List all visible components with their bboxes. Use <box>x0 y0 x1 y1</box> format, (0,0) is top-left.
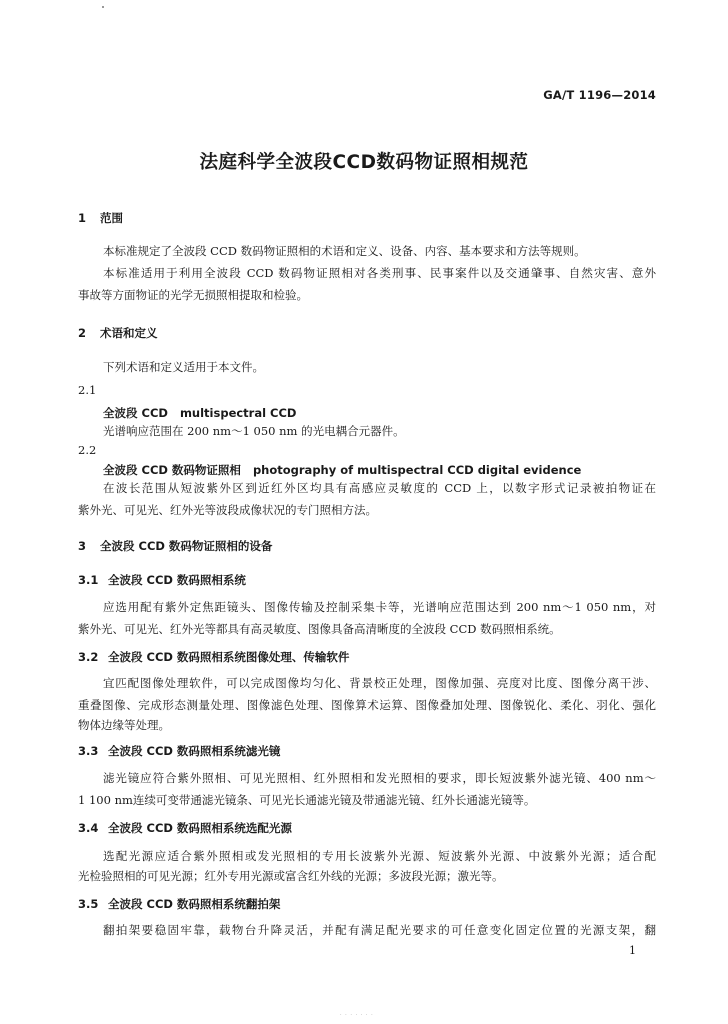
paragraph: 物体边缘等处理。 <box>78 718 170 732</box>
subsection-number: 3.2 <box>78 650 99 664</box>
term-number: 2.1 <box>78 383 97 397</box>
scan-footer-mark: · · · · · · · <box>340 1012 374 1018</box>
paragraph: 紫外光、可见光、红外光等都具有高灵敏度、图像具备高清晰度的全波段 CCD 数码照相系统。 <box>78 622 561 636</box>
paragraph: 滤光镜应符合紫外照相、可见光照相、红外照相和发光照相的要求，即长短波紫外滤光镜、400 nm～ <box>103 771 656 785</box>
page-number: 1 <box>629 944 636 957</box>
subsection-number: 3.4 <box>78 821 99 835</box>
subsection-3-3-heading <box>78 743 280 759</box>
term-entry <box>103 462 581 478</box>
section-number: 2 <box>78 326 87 340</box>
subsection-number: 3.1 <box>78 573 99 587</box>
paragraph: 翻拍架要稳固牢靠，载物台升降灵活，并配有满足配光要求的可任意变化固定位置的光源支架，翻 <box>103 923 656 937</box>
section-title: 全波段 CCD 数码物证照相的设备 <box>100 539 273 553</box>
document-title: 法庭科学全波段CCD数码物证照相规范 <box>199 152 529 173</box>
subsection-3-5-heading <box>78 896 280 912</box>
paragraph: 选配光源应适合紫外照相或发光照相的专用长波紫外光源、短波紫外光源、中波紫外光源；适合配 <box>103 849 656 863</box>
term-definition: 光谱响应范围在 200 nm～1 050 nm 的光电耦合元器件。 <box>103 424 405 438</box>
paragraph: 重叠图像、完成形态测量处理、图像滤色处理、图像算术运算、图像叠加处理、图像锐化、柔化、羽化、强化 <box>78 698 656 712</box>
standard-code: GA/T 1196—2014 <box>543 88 656 102</box>
term-english: photography of multispectral CCD digital evidence <box>252 463 582 477</box>
subsection-number: 3.5 <box>78 897 99 911</box>
paragraph: 事故等方面物证的光学无损照相提取和检验。 <box>78 288 308 302</box>
section-1-heading <box>78 210 123 226</box>
paragraph: 宜匹配图像处理软件，可以完成图像均匀化、背景校正处理，图像加强、亮度对比度、图像分离干涉、 <box>103 676 656 690</box>
subsection-number: 3.3 <box>78 744 99 758</box>
scan-speck <box>102 6 104 8</box>
term-definition: 紫外光、可见光、红外光等波段成像状况的专门照相方法。 <box>78 503 377 517</box>
subsection-title: 全波段 CCD 数码照相系统图像处理、传输软件 <box>108 650 350 664</box>
section-number: 3 <box>78 539 87 553</box>
subsection-3-1-heading <box>78 572 246 588</box>
section-title: 范围 <box>100 211 123 225</box>
paragraph: 本标准适用于利用全波段 CCD 数码物证照相对各类刑事、民事案件以及交通肇事、自然灾害、意外 <box>103 266 656 280</box>
subsection-title: 全波段 CCD 数码照相系统翻拍架 <box>108 897 281 911</box>
paragraph: 光检验照相的可见光源；红外专用光源或富含红外线的光源；多波段光源；激光等。 <box>78 869 504 883</box>
term-english: multispectral CCD <box>179 406 297 420</box>
section-3-heading <box>78 538 272 554</box>
paragraph: 下列术语和定义适用于本文件。 <box>103 360 264 374</box>
paragraph: 应选用配有紫外定焦距镜头、图像传输及控制采集卡等，光谱响应范围达到 200 nm～1 050 nm，对 <box>103 600 656 614</box>
subsection-title: 全波段 CCD 数码照相系统选配光源 <box>108 821 292 835</box>
paragraph: 本标准规定了全波段 CCD 数码物证照相的术语和定义、设备、内容、基本要求和方法等规则。 <box>103 244 586 258</box>
section-2-heading <box>78 325 158 341</box>
term-entry <box>103 405 296 421</box>
term-definition: 在波长范围从短波紫外区到近红外区均具有高感应灵敏度的 CCD 上，以数字形式记录被拍物证在 <box>103 481 656 495</box>
term-number: 2.2 <box>78 443 97 457</box>
subsection-title: 全波段 CCD 数码照相系统滤光镜 <box>108 744 281 758</box>
subsection-3-4-heading <box>78 820 292 836</box>
paragraph: 1 100 nm连续可变带通滤光镜条、可见光长通滤光镜及带通滤光镜、红外长通滤光镜等。 <box>78 793 536 807</box>
term-chinese: 全波段 CCD 数码物证照相 <box>103 463 241 477</box>
term-chinese: 全波段 CCD <box>103 406 168 420</box>
subsection-3-2-heading <box>78 649 349 665</box>
section-number: 1 <box>78 211 87 225</box>
subsection-title: 全波段 CCD 数码照相系统 <box>108 573 246 587</box>
section-title: 术语和定义 <box>100 326 158 340</box>
